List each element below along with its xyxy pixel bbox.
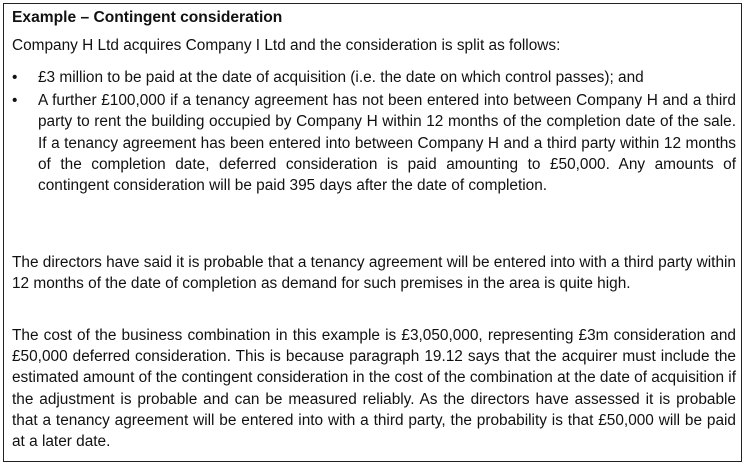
list-item (12, 90, 736, 196)
list-item-text: A further £100,000 if a tenancy agreement has not been entered into between Company H and a third party to rent the building occupied by Company H within 12 months of the completion date of the sale. If a tenancy agreement has been entered into between Company H and a third party within 12 months of the completion date, deferred consideration is paid amounting to £50,000. Any amounts of contingent consideration will be paid 395 days after the date of completion. (38, 92, 736, 195)
example-title: Example – Contingent consideration (12, 9, 283, 26)
bullet-icon: • (12, 92, 18, 110)
list-item (12, 67, 736, 88)
example-box (3, 3, 742, 462)
bullet-icon: • (12, 69, 18, 86)
intro-paragraph: Company H Ltd acquires Company I Ltd and the consideration is split as follows: (12, 37, 561, 54)
directors-paragraph: The directors have said it is probable that a tenancy agreement will be entered into with a third party within 12 months of the date of completion as demand for such premises in the area is quite high. (12, 254, 736, 293)
consideration-list (12, 67, 736, 198)
cost-paragraph: The cost of the business combination in this example is £3,050,000, representing £3m consideration and £50,000 deferred consideration. This is because paragraph 19.12 says that the acquirer must include the estimated amount of the contingent consideration in the cost of the combination at the date of acquisition if the adjustment is probable and can be measured reliably. As the directors have assessed it is probable that a tenancy agreement will be entered into with a third party, the probability is that £50,000 will be paid at a later date. (12, 327, 736, 451)
list-item-text: £3 million to be paid at the date of acquisition (i.e. the date on which control passes); and (38, 69, 644, 86)
